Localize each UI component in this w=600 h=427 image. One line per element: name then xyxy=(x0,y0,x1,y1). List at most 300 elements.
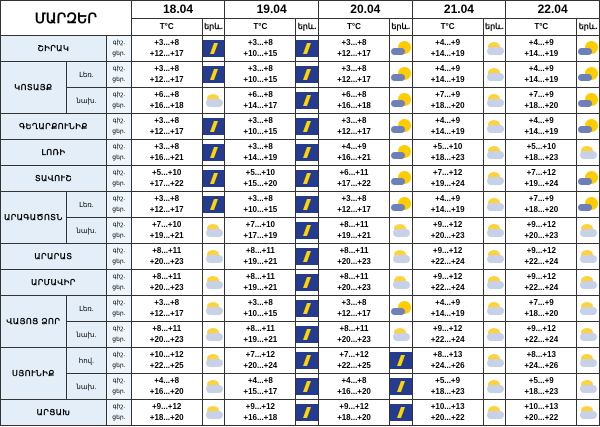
sun-weather-icon xyxy=(390,92,412,109)
night-temp: +5...+10 xyxy=(152,168,182,177)
night-temp: +7...+9 xyxy=(435,90,461,99)
weather-icon-cell xyxy=(296,62,319,88)
night-temp: +3...+8 xyxy=(154,142,180,151)
night-temp: +3...+8 xyxy=(247,64,273,73)
night-temp: +4...+9 xyxy=(528,38,554,47)
temperature-cell xyxy=(225,348,296,374)
night-temp: +8...+11 xyxy=(245,246,275,255)
weather-icon-cell xyxy=(577,270,600,296)
weather-icon-cell xyxy=(296,322,319,348)
night-temp: +9...+12 xyxy=(432,324,463,333)
date-header: 22.04 xyxy=(506,1,600,19)
icon-col-header: երև. xyxy=(202,19,225,36)
day-temp: +12...+17 xyxy=(149,308,184,318)
night-temp: +10...+13 xyxy=(524,402,559,411)
temperature-cell xyxy=(225,192,296,218)
day-temp: +19...+24 xyxy=(430,178,465,188)
night-temp: +7...+12 xyxy=(526,168,556,177)
sun-weather-icon xyxy=(577,170,599,187)
storm-weather-icon xyxy=(390,404,412,421)
weather-icon-cell xyxy=(296,114,319,140)
night-temp: +4...+9 xyxy=(435,194,461,203)
subregion-label: նախ. xyxy=(66,374,106,400)
night-label: գիշ. xyxy=(112,378,126,384)
temperature-cell xyxy=(412,140,483,166)
temperature-cell xyxy=(412,36,483,62)
temperature-cell xyxy=(412,296,483,322)
temperature-cell xyxy=(318,400,389,426)
night-temp: +8...+11 xyxy=(339,272,369,281)
day-temp: +20...+23 xyxy=(149,256,184,266)
temperature-cell xyxy=(318,36,389,62)
cloud-weather-icon xyxy=(577,404,599,421)
weather-icon-cell xyxy=(202,244,225,270)
night-temp: +3...+8 xyxy=(341,64,367,73)
weather-icon-cell xyxy=(577,348,600,374)
temperature-cell xyxy=(318,270,389,296)
night-temp: +3...+8 xyxy=(247,194,273,203)
weather-icon-cell xyxy=(483,374,506,400)
temperature-cell xyxy=(225,322,296,348)
day-temp: +19...+21 xyxy=(243,334,278,344)
weather-icon-cell xyxy=(483,400,506,426)
temperature-cell xyxy=(412,88,483,114)
region-name: ԿՈՏԱՅՔ xyxy=(1,62,67,114)
night-day-label xyxy=(106,88,131,114)
weather-icon-cell xyxy=(483,270,506,296)
night-temp: +4...+8 xyxy=(154,376,180,385)
day-temp: +18...+20 xyxy=(149,412,184,422)
day-temp: +18...+23 xyxy=(430,152,465,162)
temperature-cell xyxy=(131,166,202,192)
night-temp: +10...+13 xyxy=(430,402,465,411)
night-temp: +7...+12 xyxy=(339,350,369,359)
day-label: ցեր. xyxy=(112,414,126,421)
cloud-weather-icon xyxy=(484,144,506,161)
night-label: գիշ. xyxy=(112,222,126,228)
day-temp: +18...+20 xyxy=(337,412,371,422)
day-temp: +18...+20 xyxy=(524,204,559,214)
region-name: ԳԵՂԱՐՔՈՒՆԻՔ xyxy=(1,114,107,140)
temperature-cell xyxy=(506,192,577,218)
weather-icon-cell xyxy=(577,36,600,62)
temperature-cell xyxy=(225,244,296,270)
night-temp: +8...+11 xyxy=(245,272,275,281)
sun-weather-icon xyxy=(390,300,412,317)
night-temp: +4...+9 xyxy=(435,64,461,73)
night-temp: +8...+13 xyxy=(526,350,556,359)
night-temp: +4...+9 xyxy=(341,142,367,151)
cloud-weather-icon xyxy=(484,274,506,291)
weather-icon-cell xyxy=(202,270,225,296)
day-temp: +10...+15 xyxy=(243,204,278,214)
weather-icon-cell xyxy=(389,322,412,348)
night-temp: +3...+8 xyxy=(154,64,180,73)
weather-icon-cell xyxy=(202,36,225,62)
day-temp: +16...+18 xyxy=(149,100,184,110)
weather-icon-cell xyxy=(202,140,225,166)
weather-icon-cell xyxy=(202,400,225,426)
weather-icon-cell xyxy=(577,62,600,88)
night-temp: +6...+8 xyxy=(247,90,273,99)
day-temp: +22...+24 xyxy=(524,334,559,344)
cloud-weather-icon xyxy=(484,222,506,239)
night-temp: +7...+10 xyxy=(152,220,182,229)
night-label: գիշ. xyxy=(112,170,126,176)
cloud-weather-icon xyxy=(577,274,599,291)
temperature-cell xyxy=(506,218,577,244)
date-header: 20.04 xyxy=(318,1,412,19)
weather-icon-cell xyxy=(483,88,506,114)
night-temp: +4...+8 xyxy=(247,376,273,385)
sun-weather-icon xyxy=(577,92,599,109)
temperature-cell xyxy=(131,140,202,166)
temperature-cell xyxy=(225,296,296,322)
night-day-label xyxy=(106,218,131,244)
region-name: ՍՅՈՒՆԻՔ xyxy=(1,348,67,400)
day-temp: +20...+23 xyxy=(430,230,465,240)
night-temp: +6...+8 xyxy=(154,90,180,99)
region-name: ՏԱՎՈՒՇ xyxy=(1,166,107,192)
region-name: ՎԱՅՈՑ ՁՈՐ xyxy=(1,296,67,348)
weather-icon-cell xyxy=(202,348,225,374)
cloud-weather-icon xyxy=(484,66,506,83)
night-temp: +7...+12 xyxy=(245,350,275,359)
cloud-weather-icon xyxy=(203,300,225,317)
temperature-cell xyxy=(131,296,202,322)
storm-weather-icon xyxy=(203,196,225,213)
night-temp: +4...+9 xyxy=(435,116,461,125)
night-temp: +9...+12 xyxy=(526,220,556,229)
table-row xyxy=(1,348,600,374)
day-temp: +19...+24 xyxy=(524,178,559,188)
night-temp: +9...+12 xyxy=(526,272,556,281)
night-temp: +9...+12 xyxy=(245,402,275,411)
temperature-cell xyxy=(225,270,296,296)
temperature-cell xyxy=(225,36,296,62)
night-label: գիշ. xyxy=(112,118,126,124)
date-header: 18.04 xyxy=(131,1,225,19)
table-row xyxy=(1,36,600,62)
sun-weather-icon xyxy=(390,196,412,213)
temperature-cell xyxy=(131,348,202,374)
weather-icon-cell xyxy=(577,166,600,192)
day-temp: +19...+21 xyxy=(243,256,278,266)
day-temp: +19...+21 xyxy=(337,230,371,240)
day-temp: +17...+19 xyxy=(243,230,278,240)
temperature-cell xyxy=(131,36,202,62)
weather-icon-cell xyxy=(296,374,319,400)
cloud-weather-icon xyxy=(484,352,506,369)
weather-icon-cell xyxy=(296,36,319,62)
table-row xyxy=(1,166,600,192)
day-temp: +20...+23 xyxy=(149,282,184,292)
temperature-cell xyxy=(412,62,483,88)
night-temp: +5...+10 xyxy=(245,168,275,177)
cloud-weather-icon xyxy=(203,404,225,421)
day-temp: +12...+17 xyxy=(337,308,371,318)
storm-weather-icon xyxy=(203,118,225,135)
night-temp: +6...+11 xyxy=(339,168,369,177)
cloud-weather-icon xyxy=(577,222,599,239)
day-temp: +14...+19 xyxy=(430,308,465,318)
temperature-cell xyxy=(131,192,202,218)
weather-icon-cell xyxy=(389,348,412,374)
temperature-cell xyxy=(412,374,483,400)
day-temp: +18...+20 xyxy=(524,308,559,318)
weather-icon-cell xyxy=(483,296,506,322)
temperature-cell xyxy=(506,36,577,62)
table-row xyxy=(1,218,600,244)
temperature-cell xyxy=(131,244,202,270)
night-temp: +3...+8 xyxy=(154,116,180,125)
temp-col-header: T°C xyxy=(131,19,202,36)
day-temp: +15...+17 xyxy=(243,386,278,396)
storm-weather-icon xyxy=(296,144,318,161)
cloud-weather-icon xyxy=(484,118,506,135)
night-temp: +3...+8 xyxy=(247,298,273,307)
night-day-label xyxy=(106,296,131,322)
table-row xyxy=(1,192,600,218)
temperature-cell xyxy=(506,88,577,114)
subregion-label: նախ. xyxy=(66,322,106,348)
weather-icon-cell xyxy=(389,400,412,426)
night-temp: +3...+8 xyxy=(247,116,273,125)
day-temp: +12...+17 xyxy=(337,204,371,214)
weather-icon-cell xyxy=(296,348,319,374)
table-row xyxy=(1,400,600,426)
storm-weather-icon xyxy=(203,66,225,83)
night-day-label xyxy=(106,244,131,270)
night-day-label xyxy=(106,166,131,192)
day-label: ցեր. xyxy=(112,50,126,57)
night-temp: +9...+12 xyxy=(339,402,369,411)
night-day-label xyxy=(106,36,131,62)
day-label: ցեր. xyxy=(112,362,126,369)
night-temp: +3...+8 xyxy=(341,38,367,47)
day-temp: +16...+21 xyxy=(149,152,184,162)
night-temp: +4...+9 xyxy=(528,116,554,125)
night-temp: +9...+12 xyxy=(432,246,463,255)
night-label: գիշ. xyxy=(112,326,126,332)
temp-col-header: T°C xyxy=(506,19,577,36)
weather-icon-cell xyxy=(389,192,412,218)
temperature-cell xyxy=(318,348,389,374)
day-temp: +16...+20 xyxy=(149,386,184,396)
cloud-weather-icon xyxy=(484,300,506,317)
cloud-weather-icon xyxy=(203,274,225,291)
weather-icon-cell xyxy=(202,62,225,88)
day-temp: +20...+22 xyxy=(430,412,465,422)
temperature-cell xyxy=(225,374,296,400)
night-temp: +3...+8 xyxy=(154,194,180,203)
storm-weather-icon xyxy=(203,40,225,57)
temperature-cell xyxy=(412,270,483,296)
temperature-cell xyxy=(506,140,577,166)
night-label: գիշ. xyxy=(112,404,126,410)
weather-icon-cell xyxy=(296,192,319,218)
day-label: ցեր. xyxy=(112,388,126,395)
table-row xyxy=(1,322,600,348)
night-temp: +3...+8 xyxy=(341,116,367,125)
night-temp: +6...+8 xyxy=(341,90,367,99)
temperature-cell xyxy=(506,244,577,270)
night-day-label xyxy=(106,348,131,374)
region-name: ԱՐՑԱԽ xyxy=(1,400,107,426)
night-day-label xyxy=(106,374,131,400)
temperature-cell xyxy=(412,348,483,374)
temperature-cell xyxy=(318,374,389,400)
night-temp: +9...+12 xyxy=(526,246,556,255)
day-temp: +12...+17 xyxy=(337,48,371,58)
day-temp: +18...+20 xyxy=(524,100,559,110)
night-temp: +4...+9 xyxy=(435,38,461,47)
night-day-label xyxy=(106,114,131,140)
day-temp: +22...+25 xyxy=(337,360,371,370)
night-temp: +10...+12 xyxy=(149,350,184,359)
storm-weather-icon xyxy=(390,352,412,369)
night-temp: +9...+12 xyxy=(152,402,182,411)
weather-icon-cell xyxy=(577,218,600,244)
sun-weather-icon xyxy=(390,66,412,83)
cloud-weather-icon xyxy=(484,404,506,421)
temperature-cell xyxy=(318,114,389,140)
sun-weather-icon xyxy=(390,170,412,187)
night-label: գիշ. xyxy=(112,66,126,72)
day-label: ցեր. xyxy=(112,154,126,161)
weather-icon-cell xyxy=(483,62,506,88)
night-day-label xyxy=(106,140,131,166)
day-label: ցեր. xyxy=(112,102,126,109)
temperature-cell xyxy=(318,140,389,166)
night-temp: +9...+12 xyxy=(432,272,463,281)
weather-icon-cell xyxy=(389,244,412,270)
weather-icon-cell xyxy=(389,88,412,114)
temperature-cell xyxy=(131,374,202,400)
temperature-cell xyxy=(412,218,483,244)
day-temp: +20...+23 xyxy=(337,334,371,344)
cloud-weather-icon xyxy=(390,326,412,343)
night-temp: +8...+11 xyxy=(339,246,369,255)
day-temp: +20...+23 xyxy=(337,282,371,292)
date-header: 21.04 xyxy=(412,1,506,19)
day-temp: +20...+23 xyxy=(149,334,184,344)
region-name: ԱՐՄԱՎԻՐ xyxy=(1,270,107,296)
cloud-weather-icon xyxy=(484,40,506,57)
temperature-cell xyxy=(131,62,202,88)
table-row xyxy=(1,114,600,140)
weather-icon-cell xyxy=(296,166,319,192)
night-day-label xyxy=(106,322,131,348)
day-temp: +12...+17 xyxy=(149,204,184,214)
cloud-weather-icon xyxy=(203,248,225,265)
night-temp: +5...+9 xyxy=(435,376,461,385)
weather-icon-cell xyxy=(483,140,506,166)
day-temp: +18...+23 xyxy=(430,386,465,396)
night-label: գիշ. xyxy=(112,352,126,358)
day-label: ցեր. xyxy=(112,206,126,213)
weather-icon-cell xyxy=(296,270,319,296)
day-temp: +20...+23 xyxy=(337,256,371,266)
subregion-label: Լեռ. xyxy=(66,192,106,218)
temperature-cell xyxy=(225,166,296,192)
table-row xyxy=(1,296,600,322)
temp-col-header: T°C xyxy=(412,19,483,36)
subregion-label: նախ. xyxy=(66,88,106,114)
storm-weather-icon xyxy=(296,326,318,343)
night-temp: +7...+10 xyxy=(245,220,275,229)
weather-icon-cell xyxy=(577,400,600,426)
day-temp: +12...+17 xyxy=(337,126,371,136)
weather-icon-cell xyxy=(577,296,600,322)
temperature-cell xyxy=(318,62,389,88)
temperature-cell xyxy=(506,348,577,374)
weather-icon-cell xyxy=(202,374,225,400)
day-temp: +10...+15 xyxy=(243,126,278,136)
night-temp: +8...+11 xyxy=(152,246,182,255)
night-label: գիշ. xyxy=(112,144,126,150)
storm-weather-icon xyxy=(296,196,318,213)
night-temp: +3...+8 xyxy=(154,298,180,307)
storm-weather-icon xyxy=(296,66,318,83)
night-temp: +5...+9 xyxy=(528,376,554,385)
night-label: գիշ. xyxy=(112,196,126,202)
temperature-cell xyxy=(318,218,389,244)
temperature-cell xyxy=(412,400,483,426)
day-temp: +20...+22 xyxy=(524,412,559,422)
day-label: ցեր. xyxy=(112,336,126,343)
storm-weather-icon xyxy=(296,170,318,187)
date-header: 19.04 xyxy=(225,1,319,19)
temperature-cell xyxy=(412,192,483,218)
weather-icon-cell xyxy=(577,322,600,348)
day-temp: +22...+24 xyxy=(524,282,559,292)
subregion-label: Լեռ. xyxy=(66,296,106,322)
night-temp: +8...+11 xyxy=(339,324,369,333)
night-temp: +3...+8 xyxy=(341,194,367,203)
weather-icon-cell xyxy=(389,62,412,88)
day-temp: +17...+22 xyxy=(149,178,184,188)
storm-weather-icon xyxy=(296,378,318,395)
subregion-label: նախ. xyxy=(66,218,106,244)
temperature-cell xyxy=(131,322,202,348)
region-name: ՇԻՐԱԿ xyxy=(1,36,107,62)
night-temp: +4...+8 xyxy=(341,376,367,385)
table-row xyxy=(1,140,600,166)
icon-col-header: երև. xyxy=(483,19,506,36)
cloud-weather-icon xyxy=(577,378,599,395)
temperature-cell xyxy=(225,140,296,166)
day-temp: +16...+21 xyxy=(337,152,371,162)
day-temp: +12...+17 xyxy=(149,48,184,58)
weather-icon-cell xyxy=(389,114,412,140)
day-label: ցեր. xyxy=(112,180,126,187)
day-temp: +18...+23 xyxy=(524,386,559,396)
day-label: ցեր. xyxy=(112,284,126,291)
night-temp: +8...+11 xyxy=(152,324,182,333)
storm-weather-icon xyxy=(296,248,318,265)
cloud-weather-icon xyxy=(203,378,225,395)
storm-weather-icon xyxy=(296,404,318,421)
weather-icon-cell xyxy=(202,296,225,322)
temperature-cell xyxy=(131,400,202,426)
night-temp: +3...+8 xyxy=(247,38,273,47)
temperature-cell xyxy=(131,88,202,114)
temperature-cell xyxy=(318,296,389,322)
night-temp: +8...+11 xyxy=(339,220,369,229)
day-label: ցեր. xyxy=(112,76,126,83)
table-row xyxy=(1,270,600,296)
